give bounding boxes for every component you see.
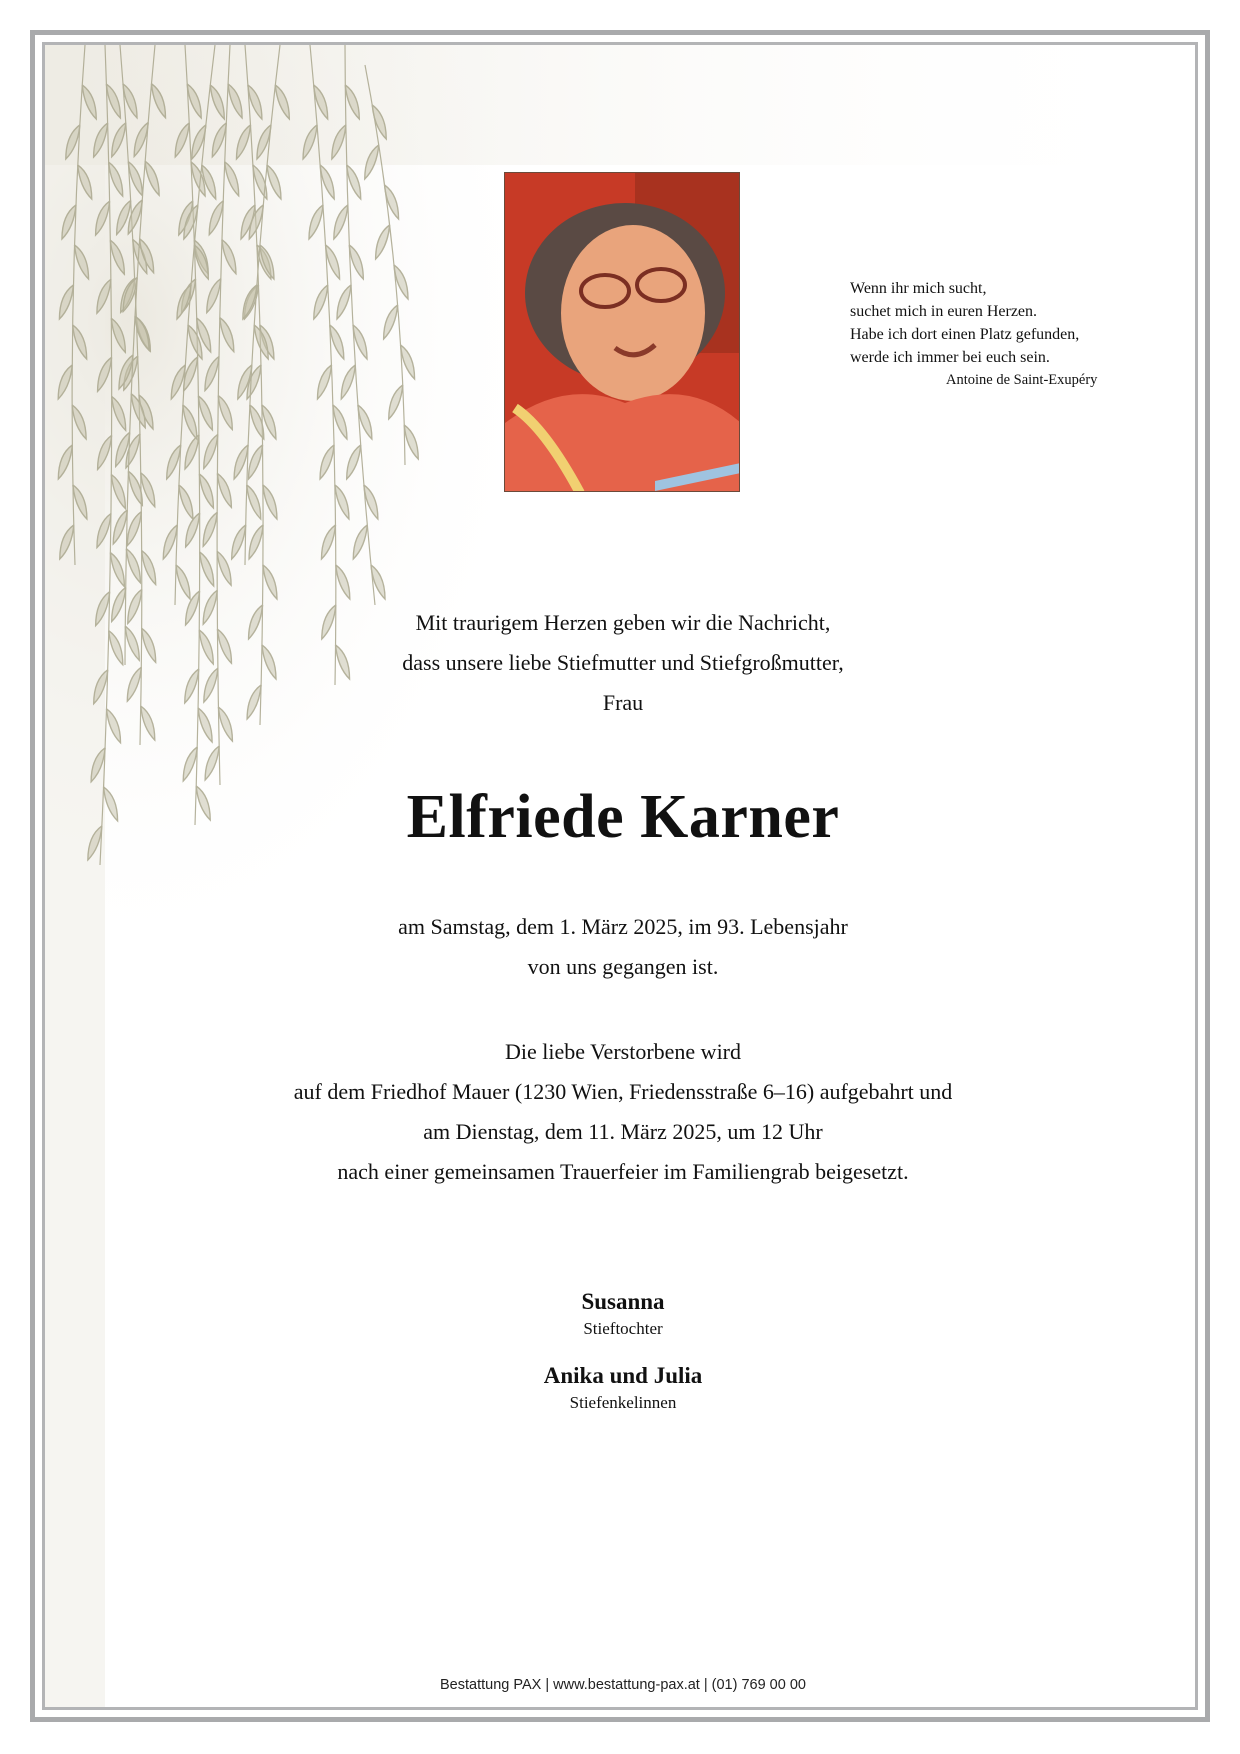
quote-line: werde ich immer bei euch sein. [850, 349, 1050, 366]
mourner-name: Anika und Julia [543, 1363, 703, 1388]
funeral-home-footer: Bestattung PAX | www.bestattung-pax.at | (01) 769 00 00 [440, 1677, 806, 1693]
death-notice [45, 907, 1198, 987]
burial-line: Die liebe Verstorbene wird [504, 1039, 742, 1064]
intro-line: Frau [602, 690, 644, 715]
deceased-name: Elfriede Karner [406, 783, 840, 851]
quote-author: Antoine de Saint-Exupéry [946, 372, 1098, 388]
mourner-relation: Stiefenkelinnen [569, 1393, 677, 1412]
mourner-relation: Stieftochter [583, 1319, 663, 1338]
announcement-intro [45, 603, 1198, 723]
quote-line: suchet mich in euren Herzen. [850, 303, 1038, 320]
obituary-page [42, 42, 1198, 1710]
memorial-quote [850, 277, 1170, 392]
mourner [45, 1361, 1198, 1415]
intro-line: dass unsere liebe Stiefmutter und Stiefgroßmutter, [402, 650, 844, 675]
burial-line: auf dem Friedhof Mauer (1230 Wien, Friedensstraße 6–16) aufgebahrt und [293, 1079, 953, 1104]
mourner-name: Susanna [581, 1289, 665, 1314]
quote-line: Wenn ihr mich sucht, [850, 280, 987, 297]
death-line: am Samstag, dem 1. März 2025, im 93. Lebensjahr [398, 914, 848, 939]
burial-line: am Dienstag, dem 11. März 2025, um 12 Uhr [423, 1119, 823, 1144]
burial-details [45, 1032, 1198, 1192]
death-line: von uns gegangen ist. [527, 954, 719, 979]
burial-line: nach einer gemeinsamen Trauerfeier im Familiengrab beigesetzt. [337, 1159, 909, 1184]
mourner [45, 1287, 1198, 1341]
intro-line: Mit traurigem Herzen geben wir die Nachricht, [415, 610, 831, 635]
quote-line: Habe ich dort einen Platz gefunden, [850, 326, 1080, 343]
portrait-photo [504, 172, 740, 492]
